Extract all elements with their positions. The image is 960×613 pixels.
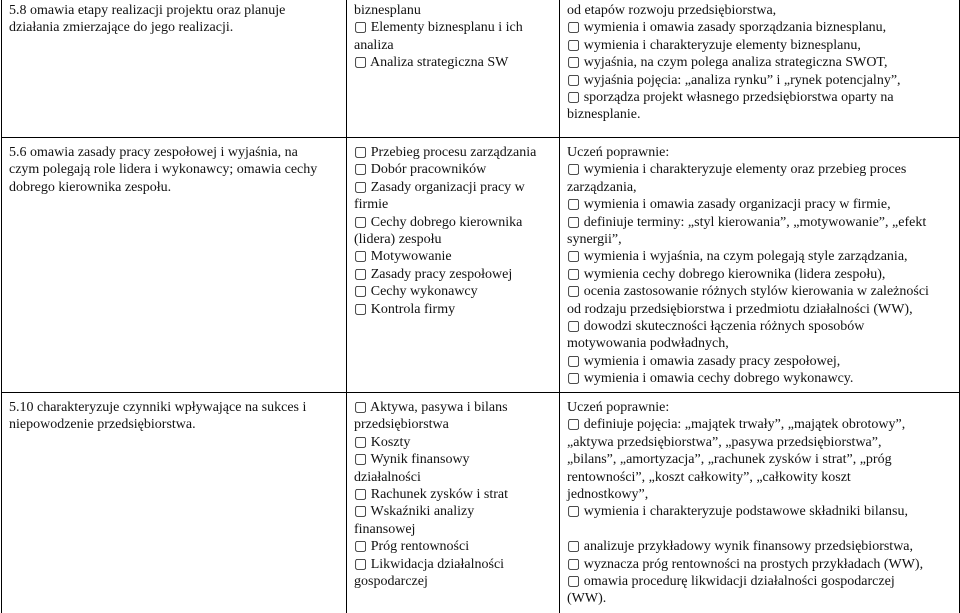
text-line: ▢ Rachunek zysków i strat xyxy=(354,486,554,503)
text-line: ▢ ocenia zastosowanie różnych stylów kierowania w zależności xyxy=(567,283,954,300)
text-line xyxy=(567,521,954,538)
text-line: działania zmierzające do jego realizacji. xyxy=(9,19,341,36)
text-line: ▢ Cechy dobrego kierownika xyxy=(354,214,554,231)
text-line: 5.8 omawia etapy realizacji projektu oraz planuje xyxy=(9,2,341,19)
text-line: ▢ Zasady pracy zespołowej xyxy=(354,266,554,283)
text-line: ▢ Likwidacja działalności xyxy=(354,556,554,573)
text-line: (WW). xyxy=(567,590,954,607)
text-line: motywowania podwładnych, xyxy=(567,335,954,352)
text-line: ▢ wymienia i charakteryzuje elementy biznesplanu, xyxy=(567,37,954,54)
text-line: ▢ sporządza projekt własnego przedsiębiorstwa oparty na xyxy=(567,89,954,106)
text-line: ▢ Elementy biznesplanu i ich xyxy=(354,19,554,36)
text-line: ▢ wymienia i omawia zasady sporządzania biznesplanu, xyxy=(567,19,954,36)
text-line: ▢ wymienia i charakteryzuje podstawowe składniki bilansu, xyxy=(567,503,954,520)
table-row-5-8 xyxy=(2,0,960,138)
text-line: 5.6 omawia zasady pracy zespołowej i wyjaśnia, na xyxy=(9,144,341,161)
text-line: ▢ wyjaśnia, na czym polega analiza strategiczna SWOT, xyxy=(567,54,954,71)
text-line: ▢ Próg rentowności xyxy=(354,538,554,555)
text-line: ▢ Dobór pracowników xyxy=(354,161,554,178)
text-line: ▢ dowodzi skuteczności łączenia różnych sposobów xyxy=(567,318,954,335)
text-line: ▢ Cechy wykonawcy xyxy=(354,283,554,300)
text-line: finansowej xyxy=(354,521,554,538)
text-line: 5.10 charakteryzuje czynniki wpływające na sukces i xyxy=(9,399,341,416)
text-line: działalności xyxy=(354,469,554,486)
text-line: czym polegają role lidera i wykonawcy; omawia cechy xyxy=(9,161,341,178)
text-line: firmie xyxy=(354,196,554,213)
topic-cell xyxy=(2,393,347,613)
table-row-5-10 xyxy=(2,393,960,613)
text-line: od rodzaju przedsiębiorstwa i przedmiotu działalności (WW), xyxy=(567,301,954,318)
text-line: dobrego kierownika zespołu. xyxy=(9,179,341,196)
table-body xyxy=(2,0,960,613)
text-line: „bilans”, „amortyzacja”, „rachunek zysków i strat”, „próg xyxy=(567,451,954,468)
text-line: ▢ wymienia i omawia cechy dobrego wykonawcy. xyxy=(567,370,954,387)
text-line: ▢ wymienia i wyjaśnia, na czym polegają style zarządzania, xyxy=(567,248,954,265)
text-line: niepowodzenie przedsiębiorstwa. xyxy=(9,416,341,433)
text-line: ▢ analizuje przykładowy wynik finansowy przedsiębiorstwa, xyxy=(567,538,954,555)
text-line: biznesplanu xyxy=(354,2,554,19)
text-line: przedsiębiorstwa xyxy=(354,416,554,433)
text-line: ▢ wymienia i omawia zasady pracy zespołowej, xyxy=(567,353,954,370)
text-line: ▢ wymienia cechy dobrego kierownika (lidera zespołu), xyxy=(567,266,954,283)
text-line: ▢ Motywowanie xyxy=(354,248,554,265)
text-line: ▢ definiuje terminy: „styl kierowania”, „motywowanie”, „efekt xyxy=(567,214,954,231)
text-line: ▢ wyznacza próg rentowności na prostych przykładach (WW), xyxy=(567,556,954,573)
topic-cell xyxy=(2,138,347,393)
text-line: od etapów rozwoju przedsiębiorstwa, xyxy=(567,2,954,19)
text-line: gospodarczej xyxy=(354,573,554,590)
content-cell xyxy=(347,0,560,138)
content-cell xyxy=(347,393,560,613)
outcomes-cell xyxy=(560,393,960,613)
text-line: ▢ wyjaśnia pojęcia: „analiza rynku” i „rynek potencjalny”, xyxy=(567,72,954,89)
table-row-5-6 xyxy=(2,138,960,393)
text-line: ▢ Kontrola firmy xyxy=(354,301,554,318)
text-line: ▢ wymienia i charakteryzuje elementy oraz przebieg proces xyxy=(567,161,954,178)
text-line: Uczeń poprawnie: xyxy=(567,399,954,416)
text-line: synergii”, xyxy=(567,231,954,248)
text-line: rentowności”, „koszt całkowity”, „całkowity koszt xyxy=(567,469,954,486)
text-line: jednostkowy”, xyxy=(567,486,954,503)
text-line: analiza xyxy=(354,37,554,54)
text-line: ▢ omawia procedurę likwidacji działalności gospodarczej xyxy=(567,573,954,590)
text-line: ▢ Przebieg procesu zarządzania xyxy=(354,144,554,161)
text-line: ▢ Aktywa, pasywa i bilans xyxy=(354,399,554,416)
text-line: Uczeń poprawnie: xyxy=(567,144,954,161)
outcomes-cell xyxy=(560,0,960,138)
text-line: ▢ wymienia i omawia zasady organizacji pracy w firmie, xyxy=(567,196,954,213)
curriculum-table xyxy=(1,0,960,613)
topic-cell xyxy=(2,0,347,138)
text-line: zarządzania, xyxy=(567,179,954,196)
content-cell xyxy=(347,138,560,393)
text-line: (lidera) zespołu xyxy=(354,231,554,248)
text-line: ▢ Wskaźniki analizy xyxy=(354,503,554,520)
text-line: ▢ Analiza strategiczna SW xyxy=(354,54,554,71)
text-line: ▢ Wynik finansowy xyxy=(354,451,554,468)
text-line: ▢ Zasady organizacji pracy w xyxy=(354,179,554,196)
outcomes-cell xyxy=(560,138,960,393)
text-line: biznesplanie. xyxy=(567,106,954,123)
text-line: „aktywa przedsiębiorstwa”, „pasywa przedsiębiorstwa”, xyxy=(567,434,954,451)
text-line: ▢ Koszty xyxy=(354,434,554,451)
text-line: ▢ definiuje pojęcia: „majątek trwały”, „majątek obrotowy”, xyxy=(567,416,954,433)
